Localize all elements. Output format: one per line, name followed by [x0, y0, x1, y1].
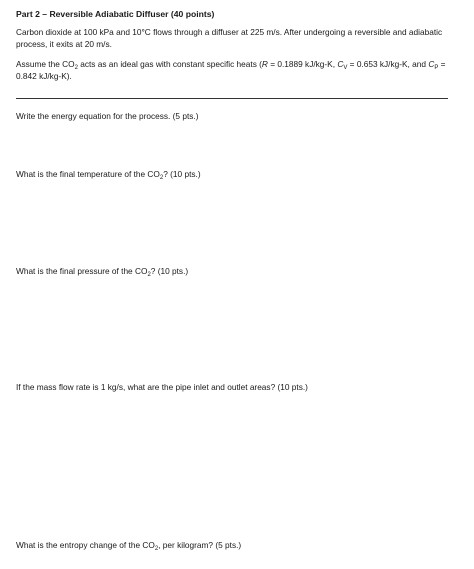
question-energy-equation: Write the energy equation for the process. (5 pts.): [16, 111, 199, 121]
question-entropy-change: [16, 539, 456, 551]
question-final-pressure: [16, 265, 456, 277]
cv-symbol: C: [337, 59, 344, 69]
cv-subscript: V: [343, 65, 348, 71]
assume-prefix: Assume the CO: [16, 59, 75, 69]
cp-symbol: C: [428, 59, 435, 69]
part-title: Part 2 – Reversible Adiabatic Diffuser (40 points): [16, 9, 215, 19]
question-suffix: , per kilogram? (5 pts.): [158, 540, 242, 550]
problem-assumptions: [16, 58, 456, 82]
question-final-temperature: [16, 168, 456, 180]
co2-subscript: 2: [74, 65, 78, 71]
r-value: = 0.1889 kJ/kg-K,: [267, 59, 338, 69]
cp-subscript: P: [434, 65, 439, 71]
question-text: What is the entropy change of the CO: [16, 540, 155, 550]
question-suffix: ? (10 pts.): [150, 266, 189, 276]
co2-subscript: 2: [147, 272, 151, 278]
co2-subscript: 2: [159, 175, 164, 181]
cv-value: = 0.653 kJ/kg-K, and: [347, 59, 429, 69]
assume-mid: acts as an ideal gas with constant specific heats (: [77, 59, 262, 69]
problem-intro: Carbon dioxide at 100 kPa and 10°C flows through a diffuser at 225 m/s. After undergoing a reversible and adiabatic process, it exits at 20 m/s.: [16, 27, 443, 49]
co2-subscript: 2: [154, 546, 159, 552]
question-pipe-areas: If the mass flow rate is 1 kg/s, what are the pipe inlet and outlet areas? (10 pts.): [16, 382, 308, 392]
question-suffix: ? (10 pts.): [163, 169, 201, 179]
question-text: What is the final temperature of the CO: [16, 169, 160, 179]
section-divider: [16, 98, 448, 99]
cp-value: = 0.842 kJ/kg-K).: [16, 59, 446, 81]
r-symbol: R: [261, 59, 268, 69]
question-text: What is the final pressure of the CO: [16, 266, 148, 276]
